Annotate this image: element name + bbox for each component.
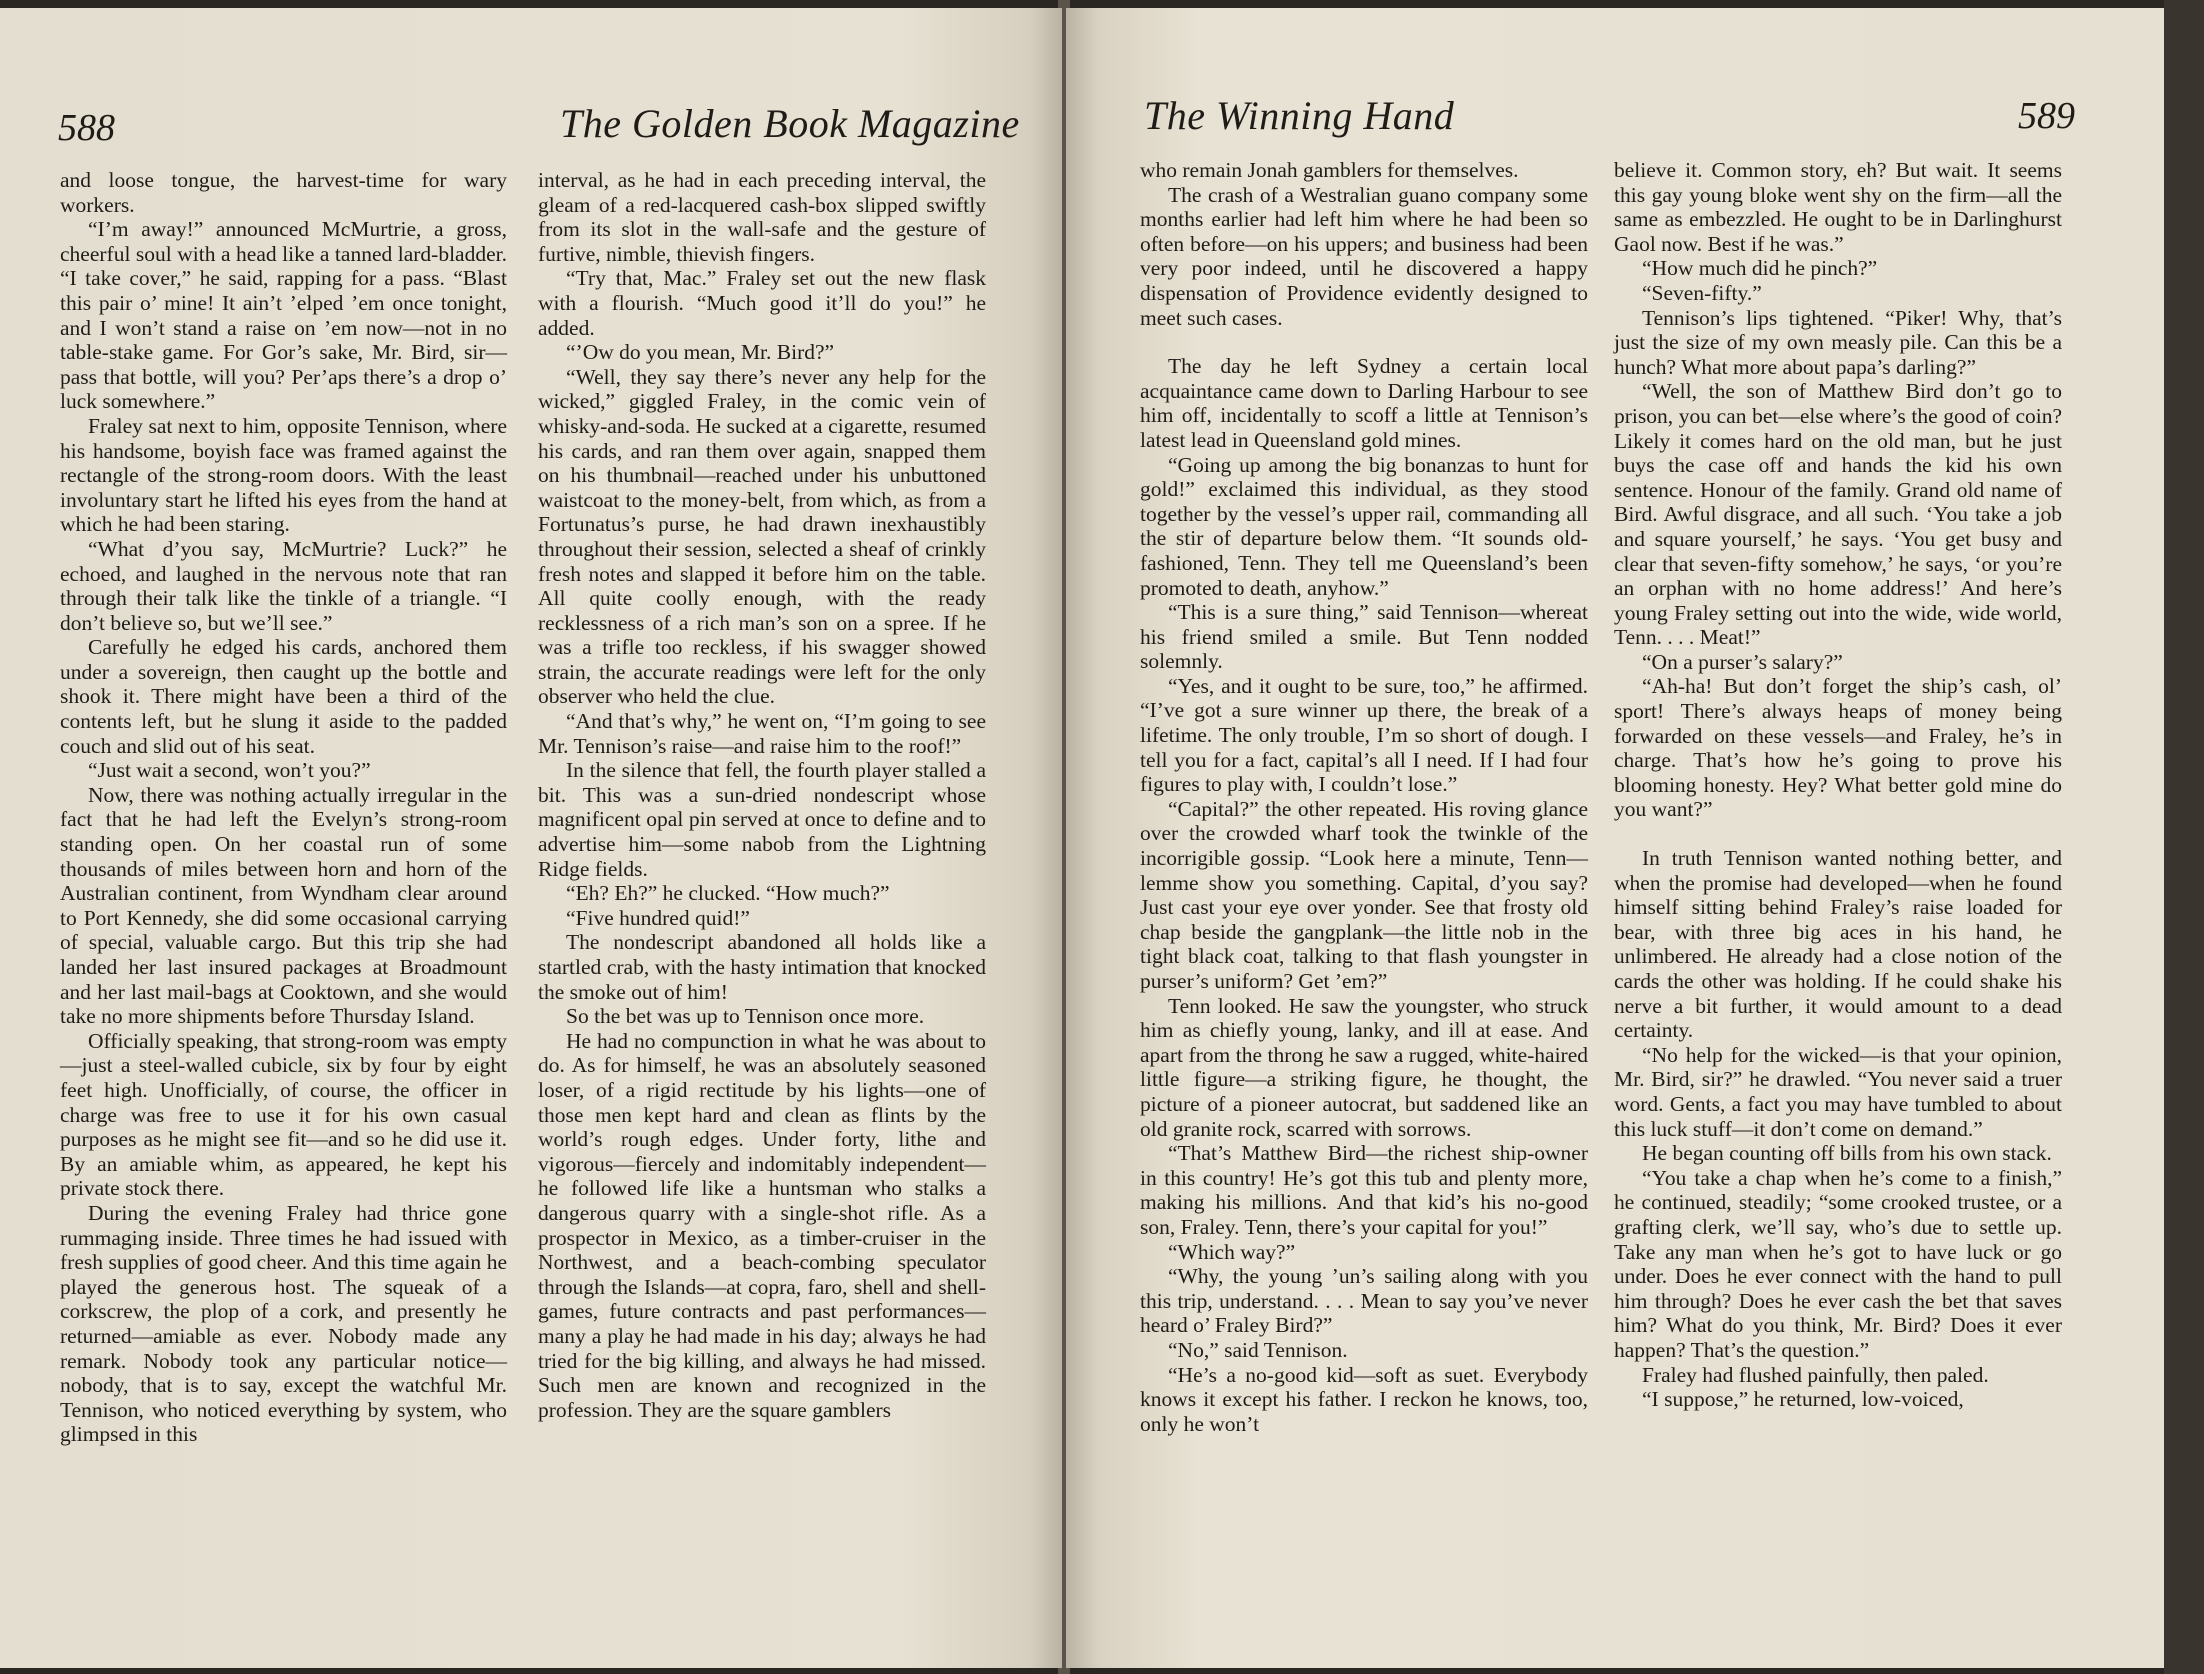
paragraph: “Capital?” the other repeated. His roving glance over the crowded wharf took the twinkle of the incorrigible gossip. “Look here a minute, Tenn—lemme show you something. Capital, d’you say? Just cast your eye over yonder. See that frosty old chap beside the gangplank—the little nob in the tight black coat, talking to that flash youngster in purser’s uniform? Get ’em?” [1140,796,1588,993]
paragraph: “No help for the wicked—is that your opinion, Mr. Bird, sir?” he drawled. “You never said a truer word. Gents, a fact you may have tumbled to about this luck stuff—it don’t come on demand.” [1614,1042,2062,1141]
paragraph: “Five hundred quid!” [566,905,750,930]
left-page [0,8,1062,1668]
paragraph: “Yes, and it ought to be sure, too,” he affirmed. “I’ve got a sure winner up there, the break of a lifetime. The only trouble, I’m so short of dough. I tell you for a fact, capital’s all I need. If I had four figures to play with, I couldn’t lose.” [1140,673,1588,797]
paragraph: Tenn looked. He saw the youngster, who struck him as chiefly young, lanky, and ill at ease. And apart from the throng he saw a rugged, white-haired little figure—a striking figure, he thought, the picture of a pioneer autocrat, but saddened like an old granite rock, scarred with sorrows. [1140,993,1588,1141]
left-page-column-2 [538,168,986,1422]
paragraph: “Just wait a second, won’t you?” [88,758,371,783]
paragraph: Now, there was nothing actually irregular in the fact that he had left the Evelyn’s strong-room standing open. On her coastal run of some thousands of miles between horn and horn of the Australian continent, from Wyndham clear around to Port Kennedy, she did some occasional carrying of special, valuable cargo. But this trip she had landed her last insured packages at Broadmount and her last mail-bags at Cooktown, and she would take no more shipments before Thursday Island. [60,782,507,1029]
right-page-column-2 [1614,158,2062,1412]
running-title-left: The Golden Book Magazine [560,101,1020,146]
paragraph: Fraley sat next to him, opposite Tennison, where his handsome, boyish face was framed against the rectangle of the strong-room doors. With the least involuntary start he lifted his eyes from the hand at which he had been staring. [60,413,507,537]
left-page-column-1 [60,168,507,1447]
paragraph: “On a purser’s salary?” [1642,649,1843,674]
page-number-left: 588 [58,107,115,149]
paragraph: The nondescript abandoned all holds like a startled crab, with the hasty intimation that knocked the smoke out of him! [538,930,986,1004]
right-page-column-1 [1140,158,1588,1436]
paragraph: “Ah-ha! But don’t forget the ship’s cash, ol’ sport! There’s always heaps of money being forwarded on these vessels—and Fraley, he’s in charge. That’s how he’s going to prove his blooming honesty. Hey? What better gold mine do you want?” [1614,674,2062,822]
paragraph: Carefully he edged his cards, anchored them under a sovereign, then caught up the bottle and shook it. There might have been a third of the contents left, but he slung it aside to the padded couch and slid out of his seat. [60,635,507,758]
paragraph: “’Ow do you mean, Mr. Bird?” [566,340,835,365]
paragraph: He began counting off bills from his own stack. [1642,1141,2052,1166]
paragraph: “This is a sure thing,” said Tennison—whereat his friend smiled a smile. But Tenn nodded solemnly. [1140,600,1588,674]
paragraph: He had no compunction in what he was about to do. As for himself, he was an absolutely seasoned loser, of a rigid rectitude by his lights—one of those men kept hard and clean as flints by the world’s rough edges. Under forty, lithe and vigorous—fiercely and indomitably independent—he followed life like a huntsman who stalks a dangerous quarry with a single-shot rifle. As a prospector in Mexico, as a timber-cruiser in the Northwest, and a beach-combing speculator through the Islands—at copra, faro, shell and shell-games, future contracts and past performances—many a play he had made in his day; always he had tried for the big killing, and always he had missed. Such men are known and recognized in the profession. They are the square gamblers [538,1028,986,1422]
paragraph: So the bet was up to Tennison once more. [566,1004,925,1029]
paragraph: “I’m away!” announced McMurtrie, a gross, cheerful soul with a head like a tanned lard-bladder. “I take cover,” he said, rapping for a pass. “Blast this pair o’ mine! It ain’t ’elped ’em once tonight, and I won’t stand a raise on ’em now—not in no table-stake game. For Gor’s sake, Mr. Bird, sir—pass that bottle, will you? Per’aps there’s a drop o’ luck somewhere.” [60,217,507,414]
paragraph: “He’s a no-good kid—soft as suet. Everybody knows it except his father. I reckon he knows, too, only he won’t [1140,1362,1588,1436]
running-title-right: The Winning Hand [1144,93,1455,138]
paragraph: In truth Tennison wanted nothing better, and when the promise had developed—when he found himself sitting behind Fraley’s raise loaded for bear, with three big aces in his hand, he unlimbered. He already had a close notion of the cards the other was holding. If he could shake his nerve a bit further, it would amount to a dead certainty. [1614,846,2062,1043]
paragraph: In the silence that fell, the fourth player stalled a bit. This was a sun-dried nondescript whose magnificent opal pin served at once to define and to advertise him—some nabob from the Lightning Ridge fields. [538,758,986,881]
paragraph: The day he left Sydney a certain local acquaintance came down to Darling Harbour to see him off, incidentally to scoff a little at Tennison’s latest lead in Queensland gold mines. [1140,354,1588,452]
paragraph: “What d’you say, McMurtrie? Luck?” he echoed, and laughed in the nervous note that ran through their talk like the tinkle of a triangle. “I don’t believe so, but we’ll see.” [60,536,507,635]
page-number-right: 589 [2018,95,2075,137]
paragraph: “Going up among the big bonanzas to hunt for gold!” exclaimed this individual, as they stood together by the vessel’s upper rail, commanding all the stir of departure below them. “It sounds old-fashioned, Tenn. They tell me Queensland’s been promoted to death, anyhow.” [1140,452,1588,600]
paragraph: “Well, they say there’s never any help for the wicked,” giggled Fraley, in the comic vein of whisky-and-soda. He sucked at a cigarette, resumed his cards, and ran them over again, snapped them on his thumbnail—reached under his unbuttoned waistcoat to the money-belt, from which, as from a Fortunatus’s purse, he had drawn inexhaustibly throughout their session, selected a sheaf of crinkly fresh notes and slapped it before him on the table. All quite coolly enough, with the ready recklessness of a rich man’s son on a spree. If he was a trifle too reckless, if his swagger showed strain, the accurate readings were left for the only observer who held the clue. [538,364,986,709]
paragraph: During the evening Fraley had thrice gone rummaging inside. Three times he had issued with fresh supplies of good cheer. And this time again he played the generous host. The squeak of a corkscrew, the plop of a cork, and presently he returned—amiable as ever. Nobody made any remark. Nobody took any particular notice—nobody, that is to say, except the watchful Mr. Tennison, who noticed everything by system, who glimpsed in this [60,1200,507,1447]
paragraph: Tennison’s lips tightened. “Piker! Why, that’s just the size of my own measly pile. Can this be a hunch? What more about papa’s darling?” [1614,305,2062,379]
paragraph: Fraley had flushed painfully, then paled. [1642,1362,1989,1387]
paragraph: “You take a chap when he’s come to a finish,” he continued, steadily; “some crooked trustee, or a grafting clerk, we’ll say, who’s due to settle up. Take any man when he’s got to have luck or go under. Does he ever connect with the hand to pull him through? Does he ever cash the bet that saves him? What do you think, Mr. Bird? Does it ever happen? That’s the question.” [1614,1165,2062,1362]
paragraph: “Which way?” [1168,1239,1296,1264]
paragraph: “Eh? Eh?” he clucked. “How much?” [566,881,890,906]
paragraph: “Why, the young ’un’s sailing along with you this trip, understand. . . . Mean to say you’ve never heard o’ Fraley Bird?” [1140,1264,1588,1338]
paragraph: interval, as he had in each preceding interval, the gleam of a red-lacquered cash-box slipped swiftly from its slot in the wall-safe and the gesture of furtive, nimble, thievish fingers. [538,168,986,266]
paragraph: The crash of a Westralian guano company some months earlier had left him where he had been so often before—on his uppers; and business had been very poor indeed, until he discovered a happy dispensation of Providence evidently designed to meet such cases. [1140,182,1588,330]
paragraph: “Seven-fifty.” [1642,280,1762,305]
paragraph: and loose tongue, the harvest-time for wary workers. [60,168,507,217]
paragraph: “That’s Matthew Bird—the richest ship-owner in this country! He’s got this tub and plenty more, making his millions. And that kid’s his no-good son, Fraley. Tenn, there’s your capital for you!” [1140,1141,1588,1239]
paragraph: “And that’s why,” he went on, “I’m going to see Mr. Tennison’s raise—and raise him to the roof!” [538,709,986,758]
page-edge-shadow [2164,0,2204,1674]
paragraph: “Try that, Mac.” Fraley set out the new flask with a flourish. “Much good it’ll do you!” he added. [538,266,986,340]
paragraph: “Well, the son of Matthew Bird don’t go to prison, you can bet—else where’s the good of coin? Likely it comes hard on the old man, but he just buys the case off and hands the kid his own sentence. Honour of the family. Grand old name of Bird. Awful disgrace, and all such. ‘You take a job and square yourself,’ he says. ‘You get busy and clear that seven-fifty somehow,’ he says, ‘or you’re an orphan with no home address!’ And here’s young Fraley setting out into the wide, wide world, Tenn. . . . Meat!” [1614,379,2062,650]
paragraph: “How much did he pinch?” [1642,256,1878,281]
right-page [1066,8,2164,1668]
paragraph: believe it. Common story, eh? But wait. It seems this gay young bloke went shy on the firm—all the same as embezzled. He ought to be in Darlinghurst Gaol now. Best if he was.” [1614,158,2062,256]
paragraph: who remain Jonah gamblers for themselves. [1140,158,1519,182]
paragraph: Officially speaking, that strong-room was empty—just a steel-walled cubicle, six by four by eight feet high. Unofficially, of course, the officer in charge was free to use it for his own casual purposes as he might see fit—and so he did use it. By an amiable whim, as appeared, he kept his private stock there. [60,1028,507,1201]
paragraph: “I suppose,” he returned, low-voiced, [1642,1387,1964,1412]
paragraph: “No,” said Tennison. [1168,1337,1348,1362]
